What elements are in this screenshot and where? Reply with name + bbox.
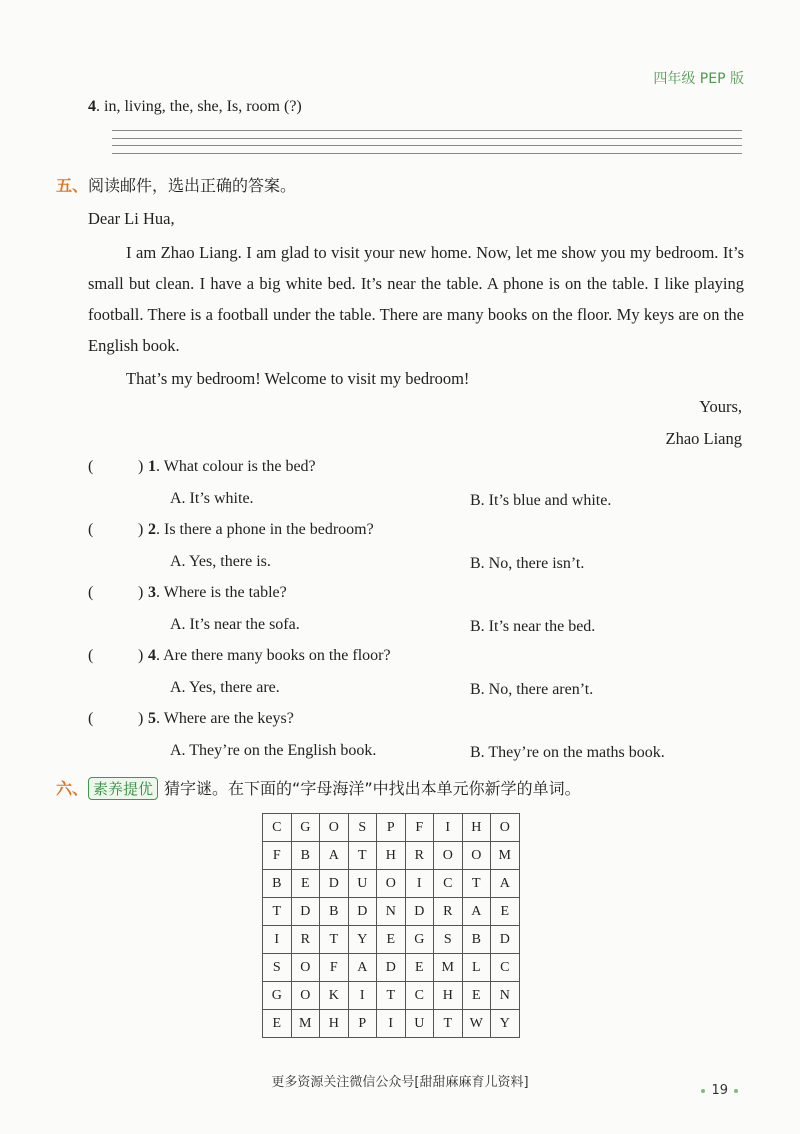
grid-cell[interactable]: E (263, 1010, 292, 1038)
grid-cell[interactable]: S (434, 926, 463, 954)
grid-cell[interactable]: O (291, 982, 320, 1010)
grid-cell[interactable]: B (291, 842, 320, 870)
option-b[interactable]: B. It’s near the bed. (470, 618, 596, 635)
word-search-grid (262, 813, 520, 1038)
answer-blank-open[interactable]: ( (88, 458, 94, 475)
grid-cell[interactable]: D (348, 898, 377, 926)
grid-cell[interactable]: I (348, 982, 377, 1010)
grid-cell[interactable]: N (491, 982, 520, 1010)
section-title: 猜字谜。在下面的“字母海洋”中找出本单元你新学的单词。 (164, 779, 581, 798)
grid-cell[interactable]: C (263, 814, 292, 842)
grid-cell[interactable]: F (320, 954, 349, 982)
answer-blank-open[interactable]: ( (88, 521, 94, 538)
answer-blank-open[interactable]: ( (88, 710, 94, 727)
grid-cell[interactable]: C (491, 954, 520, 982)
grid-row (263, 842, 520, 870)
grid-cell[interactable]: T (434, 1010, 463, 1038)
grid-cell[interactable]: B (263, 870, 292, 898)
grid-cell[interactable]: M (491, 842, 520, 870)
dot-icon (734, 1089, 738, 1093)
grid-cell[interactable]: O (320, 814, 349, 842)
grid-cell[interactable]: O (291, 954, 320, 982)
letter-signature: Zhao Liang (665, 429, 742, 448)
grid-cell[interactable]: N (377, 898, 406, 926)
grid-cell[interactable]: D (377, 954, 406, 982)
question-text: 2. Is there a phone in the bedroom? (148, 521, 374, 538)
option-b[interactable]: B. It’s blue and white. (470, 492, 612, 509)
grid-row (263, 982, 520, 1010)
grid-cell[interactable]: E (291, 870, 320, 898)
section-5-heading (56, 173, 296, 196)
grid-cell[interactable]: C (434, 870, 463, 898)
grid-cell[interactable]: I (405, 870, 434, 898)
grid-cell[interactable]: B (320, 898, 349, 926)
question-text: 3. Where is the table? (148, 584, 287, 601)
grid-row (263, 926, 520, 954)
answer-blank-open[interactable]: ( (88, 584, 94, 601)
grid-cell[interactable]: E (405, 954, 434, 982)
grid-cell[interactable]: S (263, 954, 292, 982)
grid-cell[interactable]: E (377, 926, 406, 954)
grid-cell[interactable]: R (405, 842, 434, 870)
grid-cell[interactable]: O (491, 814, 520, 842)
section-6-heading (56, 776, 581, 800)
letter-body: I am Zhao Liang. I am glad to visit your new home. Now, let me show you my bedroom. It’s small but clean. I have a big white bed. It’s near the table. A phone is on the table. I like playing football. There is a football under the table. There are many books on the floor. My keys are on the English book. (88, 243, 744, 355)
grid-cell[interactable]: T (377, 982, 406, 1010)
grid-row (263, 1010, 520, 1038)
grid-cell[interactable]: I (434, 814, 463, 842)
grid-cell[interactable]: L (462, 954, 491, 982)
grid-cell[interactable]: H (462, 814, 491, 842)
grid-cell[interactable]: Y (348, 926, 377, 954)
grid-cell[interactable]: G (405, 926, 434, 954)
grid-cell[interactable]: H (377, 842, 406, 870)
letter-greeting: Dear Li Hua, (88, 209, 175, 228)
grid-cell[interactable]: W (462, 1010, 491, 1038)
answer-blank-close: ) (138, 521, 144, 538)
grid-cell[interactable]: F (405, 814, 434, 842)
dot-icon (701, 1089, 705, 1093)
grid-cell[interactable]: D (491, 926, 520, 954)
grid-cell[interactable]: H (434, 982, 463, 1010)
grid-cell[interactable]: A (491, 870, 520, 898)
option-b[interactable]: B. No, there aren’t. (470, 681, 594, 698)
grid-cell[interactable]: M (434, 954, 463, 982)
question-text: 1. What colour is the bed? (148, 458, 316, 475)
grade-label: 四年级 PEP 版 (653, 71, 744, 87)
grid-cell[interactable]: O (434, 842, 463, 870)
grid-cell[interactable]: A (462, 898, 491, 926)
section-number: 六、 (56, 779, 89, 798)
level-badge: 素养提优 (88, 777, 158, 800)
grid-cell[interactable]: B (462, 926, 491, 954)
option-a[interactable]: A. They’re on the English book. (170, 742, 377, 759)
grid-cell[interactable]: O (462, 842, 491, 870)
grid-cell[interactable]: I (263, 926, 292, 954)
grid-cell[interactable]: I (377, 1010, 406, 1038)
question-text: 5. Where are the keys? (148, 710, 294, 727)
grid-cell[interactable]: H (320, 1010, 349, 1038)
grid-row (263, 814, 520, 842)
grid-row (263, 954, 520, 982)
answer-blank-close: ) (138, 710, 144, 727)
section-number: 五、 (56, 176, 89, 195)
grid-cell[interactable]: O (377, 870, 406, 898)
answer-blank-close: ) (138, 584, 144, 601)
grid-cell[interactable]: T (263, 898, 292, 926)
grid-cell[interactable]: G (263, 982, 292, 1010)
option-b[interactable]: B. They’re on the maths book. (470, 744, 665, 761)
grid-cell[interactable]: D (405, 898, 434, 926)
grid-cell[interactable]: G (291, 814, 320, 842)
question-4-scrambled (88, 98, 302, 116)
question-text: 4. Are there many books on the floor? (148, 647, 391, 664)
option-a[interactable]: A. It’s near the sofa. (170, 616, 300, 633)
grid-cell[interactable]: U (348, 870, 377, 898)
grid-cell[interactable]: T (348, 842, 377, 870)
option-a[interactable]: A. Yes, there are. (170, 679, 280, 696)
option-a[interactable]: A. It’s white. (170, 490, 254, 507)
question-text: . in, living, the, she, Is, room (?) (96, 98, 302, 115)
grid-cell[interactable]: F (263, 842, 292, 870)
grid-cell[interactable]: P (348, 1010, 377, 1038)
grid-cell[interactable]: T (462, 870, 491, 898)
page-number-value: 19 (711, 1083, 728, 1098)
grid-cell[interactable]: C (405, 982, 434, 1010)
answer-blank-open[interactable]: ( (88, 647, 94, 664)
answer-blank-close: ) (138, 458, 144, 475)
grid-cell[interactable]: E (491, 898, 520, 926)
footer-note: 更多资源关注微信公众号[甜甜麻麻育儿资料] (271, 1075, 529, 1090)
grid-row (263, 898, 520, 926)
page-number (695, 1083, 744, 1098)
letter-closing: That’s my bedroom! Welcome to visit my bedroom! (126, 369, 470, 388)
grid-cell[interactable]: R (291, 926, 320, 954)
grid-cell[interactable]: E (462, 982, 491, 1010)
grid-cell[interactable]: S (348, 814, 377, 842)
grid-cell[interactable]: D (320, 870, 349, 898)
grid-cell[interactable]: A (348, 954, 377, 982)
grid-cell[interactable]: K (320, 982, 349, 1010)
section-title: 阅读邮件，选出正确的答案。 (88, 176, 297, 195)
grid-row (263, 870, 520, 898)
answer-writing-lines[interactable] (112, 130, 742, 160)
grid-cell[interactable]: P (377, 814, 406, 842)
grid-cell[interactable]: A (320, 842, 349, 870)
grid-cell[interactable]: R (434, 898, 463, 926)
grid-cell[interactable]: Y (491, 1010, 520, 1038)
option-a[interactable]: A. Yes, there is. (170, 553, 271, 570)
letter-sign-off: Yours, (699, 397, 742, 416)
grid-cell[interactable]: U (405, 1010, 434, 1038)
grid-cell[interactable]: D (291, 898, 320, 926)
grid-cell[interactable]: M (291, 1010, 320, 1038)
answer-blank-close: ) (138, 647, 144, 664)
grid-cell[interactable]: T (320, 926, 349, 954)
option-b[interactable]: B. No, there isn’t. (470, 555, 585, 572)
question-number: 4 (88, 98, 96, 115)
